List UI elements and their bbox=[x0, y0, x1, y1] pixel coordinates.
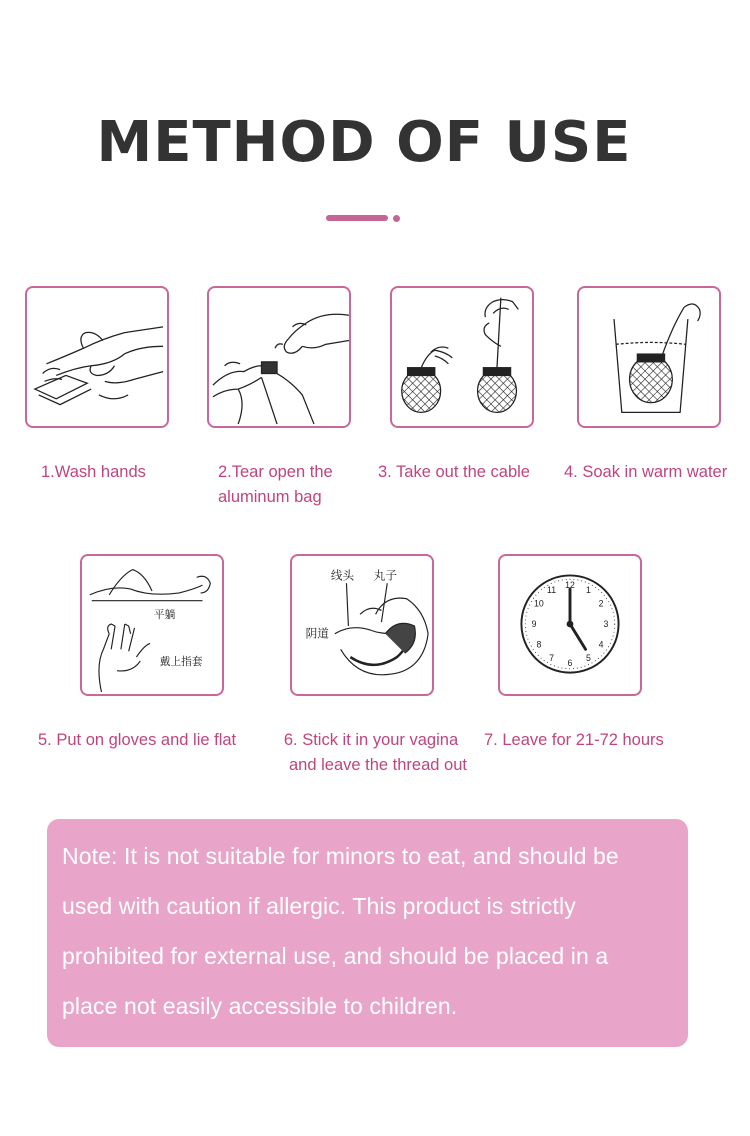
svg-text:12: 12 bbox=[565, 580, 575, 591]
page-title: METHOD OF USE bbox=[96, 110, 632, 175]
vagina-label: 阴道 bbox=[305, 626, 329, 641]
tearing-bag-icon bbox=[209, 288, 349, 426]
step-3-image bbox=[390, 286, 534, 428]
title-accent-bar bbox=[326, 215, 388, 221]
note-line-2: used with caution if allergic. This product is strictly bbox=[62, 893, 576, 919]
svg-text:2: 2 bbox=[598, 598, 604, 609]
clock-icon bbox=[500, 556, 640, 694]
svg-text:4: 4 bbox=[598, 639, 604, 650]
step-2-caption-line-2: aluminum bag bbox=[218, 488, 322, 506]
insertion-diagram-icon bbox=[292, 556, 432, 694]
lie-flat-gloves-icon bbox=[82, 556, 222, 694]
note-text bbox=[62, 831, 682, 1031]
thread-label: 线头 bbox=[330, 568, 355, 583]
note-line-1: Note: It is not suitable for minors to eat, and should be bbox=[62, 843, 619, 869]
step-1-caption: 1.Wash hands bbox=[41, 463, 146, 481]
ball-label: 丸子 bbox=[373, 568, 397, 583]
step-2-image bbox=[207, 286, 351, 428]
svg-text:7: 7 bbox=[549, 652, 554, 663]
svg-text:9: 9 bbox=[531, 618, 537, 629]
step-7-caption: 7. Leave for 21-72 hours bbox=[484, 731, 664, 749]
lie-flat-label: 平躺 bbox=[153, 608, 176, 622]
step-4-image bbox=[577, 286, 721, 428]
soak-in-water-icon bbox=[579, 288, 719, 426]
note-line-4: place not easily accessible to children. bbox=[62, 993, 458, 1019]
step-5-caption: 5. Put on gloves and lie flat bbox=[38, 731, 237, 749]
svg-text:8: 8 bbox=[536, 639, 542, 650]
pulling-cable-icon bbox=[392, 288, 532, 426]
svg-text:11: 11 bbox=[546, 584, 557, 595]
step-1-image bbox=[25, 286, 169, 428]
washing-hands-icon bbox=[27, 288, 167, 426]
step-2-caption-line-1: 2.Tear open the bbox=[218, 463, 333, 481]
note-line-3: prohibited for external use, and should be placed in a bbox=[62, 943, 609, 969]
note-box bbox=[47, 819, 688, 1047]
step-6-caption-line-1: 6. Stick it in your vagina bbox=[283, 731, 459, 749]
step-7-image bbox=[498, 554, 642, 696]
title-accent-dot bbox=[393, 215, 400, 222]
step-6-caption-line-2: and leave the thread out bbox=[289, 756, 467, 774]
gloves-label: 戴上指套 bbox=[159, 654, 203, 668]
svg-text:3: 3 bbox=[603, 618, 609, 629]
step-6-image bbox=[290, 554, 434, 696]
svg-text:6: 6 bbox=[567, 657, 573, 668]
svg-text:1: 1 bbox=[586, 584, 591, 595]
svg-text:5: 5 bbox=[586, 652, 591, 663]
svg-text:10: 10 bbox=[534, 598, 544, 609]
step-3-caption: 3. Take out the cable bbox=[378, 463, 530, 481]
step-5-image bbox=[80, 554, 224, 696]
step-4-caption: 4. Soak in warm water bbox=[564, 463, 728, 481]
